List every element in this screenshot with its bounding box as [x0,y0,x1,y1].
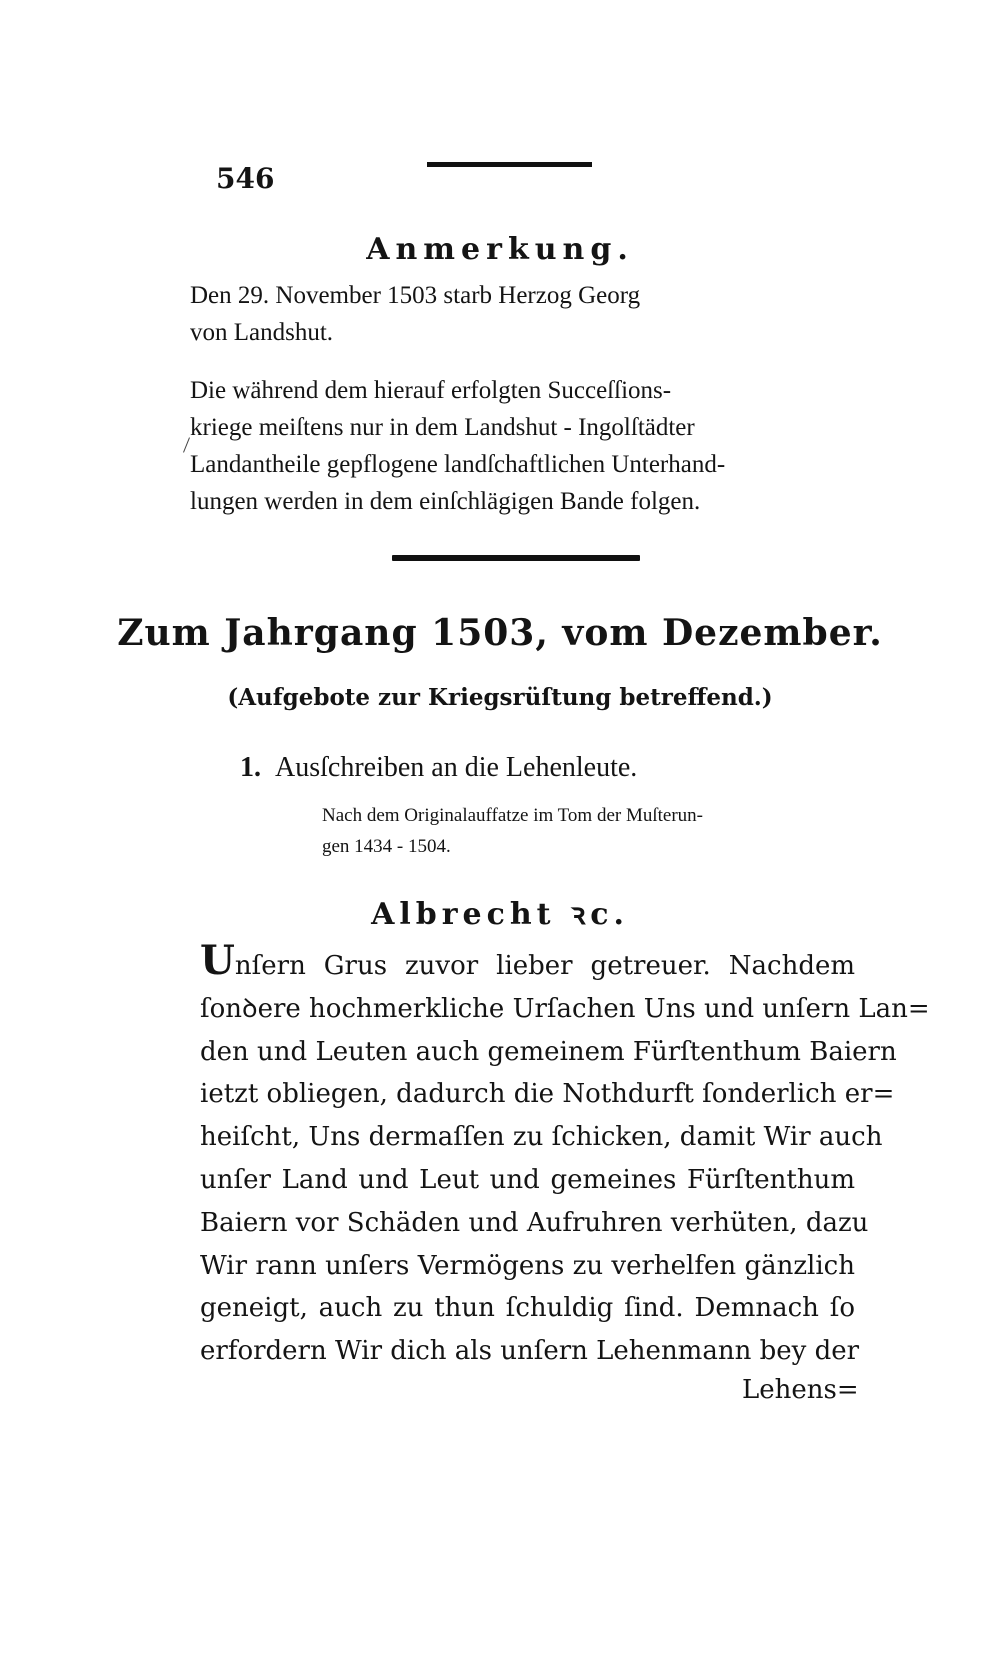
text-line: Die während dem hierauf erfolgten Succeſſions- [190,377,672,404]
text-line: von Landshut. [190,319,334,346]
stray-mark [183,437,190,452]
item-title: Ausſchreiben an die Lehenleute. [275,752,638,783]
section-rule [392,555,640,561]
text-line: Baiern vor Schäden und Aufruhren verhüten, dazu [200,1207,869,1238]
section-subtitle: (Aufgebote zur Kriegsrüſtung betreffend.) [227,684,773,711]
text-line [200,937,855,988]
note-paragraph-2 [190,372,845,520]
text-line: heiſcht, Uns dermaſſen zu ſchicken, damit Wir auch [200,1122,883,1153]
text-line: kriege meiſtens nur in dem Landshut - Ingolſtädter [190,414,695,441]
text-line: lungen werden in dem einſchlägigen Bande folgen. [190,488,701,515]
source-note [322,800,847,862]
document-item [240,752,637,784]
text-line: erfordern Wir dich als unſern Lehenmann bey der [200,1336,860,1367]
text-line: Nach dem Originalauffatze im Tom der Muſterun- [322,805,704,826]
header-rule [427,162,592,167]
text-line: ietzt obliegen, dadurch die Nothdurft ſonderlich er= [200,1079,895,1110]
letter-body [200,937,930,1373]
text-line: den und Leuten auch gemeinem Fürſtenthum Baiern [200,1036,897,1067]
item-number: 1. [240,752,261,783]
text-line-rest: nſern Grus zuvor lieber getreuer. Nachdem [234,951,855,981]
text-line: Den 29. November 1503 starb Herzog Georg [190,282,641,309]
text-line: Landantheile gepflogene landſchaftlichen Unterhand- [190,451,726,478]
text-line: geneigt, auch zu thun ſchuldig ſind. Demnach ſo [200,1293,855,1324]
text-line: gen 1434 - 1504. [322,836,451,857]
note-heading: Anmerkung. [366,232,634,267]
text-line: Wir rann unſers Vermögens zu verhelfen gänzlich [200,1250,855,1281]
page-number: 546 [216,162,275,195]
text-line: ſonꝺere hochmerkliche Urſachen Uns und unſern Lan= [200,993,930,1024]
salutation: Albrecht ꝛc. [371,897,629,932]
text-line: unſer Land und Leut und gemeines Fürſtenthum [200,1164,855,1195]
note-paragraph-1 [190,277,845,351]
section-title: Zum Jahrgang 1503, vom Dezember. [117,612,883,654]
initial-letter: U [200,937,235,984]
catchword: Lehens= [742,1375,859,1405]
